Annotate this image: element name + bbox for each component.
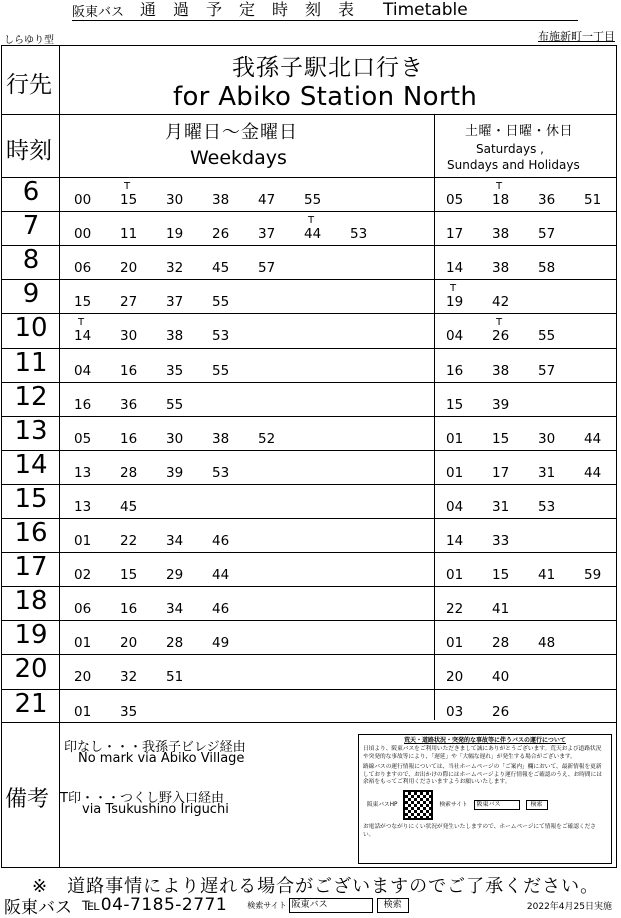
hour-cell: 12 (14, 381, 48, 412)
departure-minute: 35 (166, 362, 184, 379)
delay-notice: ※ 道路事情により遅れる場合がございますのでご了承ください。 (32, 876, 600, 897)
departure-minute: 22 (446, 601, 464, 618)
departure-minute: 30 (166, 192, 184, 208)
notice-paragraph: 路線バスの運行情報については、当社ホームページの「ご案内」欄において、最新情報を更新しておりますので、お出かけの際にはホームページより運行情報をご確認のうえ、お時間には余裕をもってご利用くださいますようお願いいたします。 (363, 764, 602, 786)
hour-cell: 19 (14, 620, 48, 651)
departure-minute: 37 (258, 226, 276, 243)
departure-minute: 32 (166, 260, 184, 277)
remarks-label: 備考 (5, 787, 50, 812)
divider (2, 722, 616, 723)
departure-minute: 20 (446, 669, 464, 686)
departure-minute: 19 (446, 294, 464, 311)
departure-minute: 48 (538, 635, 556, 652)
departure-minute: 57 (538, 362, 556, 379)
departure-minute: 51 (584, 192, 602, 208)
departure-minute: 57 (538, 226, 556, 243)
departure-minute: 49 (212, 635, 230, 652)
phone-number[interactable]: ℡04-7185-2771 (82, 895, 228, 915)
hour-cell: 11 (14, 347, 48, 378)
departure-minute: 15 (120, 567, 138, 584)
search-input[interactable]: 阪東バス (474, 800, 520, 810)
company-name: 阪東バス (72, 5, 125, 20)
divider (434, 114, 435, 720)
destination-label: 行先 (6, 72, 52, 98)
departure-minute: 19 (166, 226, 184, 243)
via-tsukushino-mark: T (78, 317, 85, 329)
via-tsukushino-mark: T (496, 317, 503, 329)
departure-minute: 41 (492, 601, 510, 618)
stop-name: 布施新町一丁目 (538, 30, 615, 43)
departure-minute: 52 (258, 430, 276, 447)
notice-paragraph: 日頃より、阪東バスをご利用いただきまして誠にありがとうございます。荒天および道路状況や突発的な事故等により、「遅延」や「大幅な遅れ」が発生する場合がございます。 (363, 746, 602, 760)
search-button[interactable]: 検索 (526, 800, 548, 810)
row-divider (2, 552, 616, 553)
departure-minute: 14 (446, 533, 464, 549)
weekday-header-jp: 月曜日～金曜日 (165, 122, 298, 143)
departure-minute: 15 (446, 396, 464, 413)
hour-cell: 8 (22, 245, 40, 276)
departure-minute: 30 (538, 430, 556, 447)
row-divider (2, 484, 616, 485)
page-title-en: Timetable (383, 0, 468, 20)
row-divider (2, 689, 616, 690)
row-divider (2, 450, 616, 451)
departure-minute: 06 (74, 601, 92, 618)
hour-cell: 16 (14, 518, 48, 548)
row-divider (2, 586, 616, 587)
hour-cell: 15 (14, 483, 48, 514)
departure-minute: 38 (166, 328, 184, 345)
departure-minute: 15 (74, 294, 92, 311)
weekday-header-en: Weekdays (190, 147, 287, 169)
departure-minute: 40 (492, 669, 510, 686)
departure-minute: 17 (492, 464, 510, 481)
hour-cell: 17 (14, 552, 48, 583)
weekend-header-en: Sundays and Holidays (447, 158, 580, 172)
search-input[interactable]: 阪東バス (289, 898, 373, 913)
departure-minute: 44 (212, 567, 230, 584)
departure-minute: 26 (212, 226, 230, 243)
departure-minute: 16 (74, 396, 92, 413)
departure-minute: 01 (446, 464, 464, 481)
departure-minute: 34 (166, 533, 184, 549)
departure-minute: 35 (120, 703, 138, 720)
departure-minute: 34 (166, 601, 184, 618)
departure-minute: 14 (446, 260, 464, 277)
departure-minute: 42 (492, 294, 510, 311)
departure-minute: 15 (120, 192, 138, 208)
notice-paragraph: お電話がつながりにくい状況が発生いたしますので、ホームページにて情報をご確認ください。 (363, 824, 596, 838)
row-divider (2, 279, 616, 280)
departure-minute: 13 (74, 464, 92, 481)
departure-minute: 01 (74, 635, 92, 652)
departure-minute: 22 (120, 533, 138, 549)
departure-minute: 55 (212, 362, 230, 379)
departure-minute: 03 (446, 703, 464, 720)
effective-date: 2022年4月25日実施 (526, 901, 612, 912)
departure-minute: 44 (304, 226, 322, 243)
departure-minute: 00 (74, 192, 92, 208)
departure-minute: 46 (212, 601, 230, 618)
departure-minute: 38 (212, 430, 230, 447)
departure-minute: 01 (74, 703, 92, 720)
departure-minute: 13 (74, 498, 92, 515)
row-divider (2, 620, 616, 621)
departure-minute: 16 (446, 362, 464, 379)
departure-minute: 55 (304, 192, 322, 208)
row-divider (2, 654, 616, 655)
divider (2, 177, 616, 178)
page-title: 通過予定時刻表 (140, 0, 372, 19)
hour-cell: 13 (14, 415, 48, 446)
search-button[interactable]: 検索 (377, 898, 409, 913)
departure-minute: 39 (492, 396, 510, 413)
departure-minute: 30 (166, 430, 184, 447)
weekend-header-en: Saturdays , (476, 142, 544, 156)
service-notice (358, 734, 612, 864)
departure-minute: 38 (492, 226, 510, 243)
departure-minute: 59 (584, 567, 602, 584)
departure-minute: 05 (446, 192, 464, 208)
departure-minute: 29 (166, 567, 184, 584)
row-divider (2, 416, 616, 417)
departure-minute: 26 (492, 328, 510, 345)
departure-minute: 05 (74, 430, 92, 447)
hour-cell: 7 (22, 211, 40, 242)
notice-links (367, 790, 607, 820)
departure-minute: 01 (446, 567, 464, 584)
departure-minute: 44 (584, 430, 602, 447)
destination-en: for Abiko Station North (173, 82, 478, 112)
departure-minute: 00 (74, 226, 92, 243)
departure-minute: 55 (166, 396, 184, 413)
departure-minute: 41 (538, 567, 556, 584)
departure-minute: 51 (166, 669, 184, 686)
row-divider (2, 245, 616, 246)
departure-minute: 02 (74, 567, 92, 584)
departure-minute: 17 (446, 226, 464, 243)
departure-minute: 28 (166, 635, 184, 652)
departure-minute: 53 (538, 498, 556, 515)
row-divider (2, 211, 616, 212)
departure-minute: 27 (120, 294, 138, 311)
hour-cell: 21 (14, 688, 48, 719)
row-divider (2, 313, 616, 314)
departure-minute: 32 (120, 669, 138, 686)
departure-minute: 53 (350, 226, 368, 243)
hour-cell: 18 (14, 586, 48, 617)
qr-code-icon[interactable] (403, 790, 433, 820)
via-tsukushino-mark: T (450, 283, 457, 295)
departure-minute: 38 (492, 362, 510, 379)
row-divider (2, 348, 616, 349)
search-site-label: 検索サイト (247, 900, 287, 910)
departure-minute: 18 (492, 192, 510, 208)
search-site-label: 検索サイト (439, 801, 468, 808)
hours-label: 時刻 (6, 138, 52, 164)
departure-minute: 31 (538, 464, 556, 481)
departure-minute: 31 (492, 498, 510, 515)
departure-minute: 20 (120, 260, 138, 277)
row-divider (2, 518, 616, 519)
departure-minute: 53 (212, 464, 230, 481)
timetable-header (72, 2, 578, 21)
departure-minute: 26 (492, 703, 510, 720)
departure-minute: 15 (492, 430, 510, 447)
departure-minute: 36 (120, 396, 138, 413)
footer-company: 阪東バス (4, 897, 72, 918)
route-type: しらゆり型 (4, 35, 54, 46)
note-none-en: No mark via Abiko Village (78, 751, 245, 766)
departure-minute: 58 (538, 260, 556, 277)
hour-cell: 10 (14, 313, 48, 344)
row-divider (2, 382, 616, 383)
departure-minute: 36 (538, 192, 556, 208)
departure-minute: 01 (446, 430, 464, 447)
departure-minute: 20 (120, 635, 138, 652)
departure-minute: 38 (212, 192, 230, 208)
departure-minute: 04 (446, 328, 464, 345)
via-tsukushino-mark: T (124, 181, 131, 192)
hour-cell: 9 (22, 279, 40, 310)
note-t-en: via Tsukushino Iriguchi (82, 802, 229, 817)
departure-minute: 01 (446, 635, 464, 652)
departure-minute: 38 (492, 260, 510, 277)
departure-minute: 28 (120, 464, 138, 481)
via-tsukushino-mark: T (496, 181, 503, 192)
departure-minute: 45 (212, 260, 230, 277)
note-t-jp: T印・・・つくし野入口経由 (60, 791, 224, 806)
departure-minute: 14 (74, 328, 92, 345)
departure-minute: 16 (120, 430, 138, 447)
weekend-header-jp: 土曜・日曜・休日 (465, 124, 574, 139)
via-tsukushino-mark: T (308, 215, 315, 227)
departure-minute: 55 (212, 294, 230, 311)
departure-minute: 04 (74, 362, 92, 379)
departure-minute: 37 (166, 294, 184, 311)
departure-minute: 16 (120, 601, 138, 618)
departure-minute: 57 (258, 260, 276, 277)
footer (4, 895, 616, 918)
departure-minute: 45 (120, 498, 138, 515)
note-none-jp: 印なし・・・我孫子ビレジ経由 (64, 740, 246, 755)
departure-minute: 28 (492, 635, 510, 652)
hour-cell: 20 (14, 654, 48, 685)
notice-title: 荒天・道路状況・突発的な事故等に伴うバスの運行について (404, 737, 566, 744)
departure-minute: 53 (212, 328, 230, 345)
departure-minute: 20 (74, 669, 92, 686)
departure-minute: 15 (492, 567, 510, 584)
departure-minute: 55 (538, 328, 556, 345)
departure-minute: 33 (492, 533, 510, 549)
departure-minute: 44 (584, 464, 602, 481)
departure-minute: 47 (258, 192, 276, 208)
hour-cell: 14 (14, 449, 48, 480)
departure-minute: 30 (120, 328, 138, 345)
departure-minute: 11 (120, 226, 138, 243)
departure-minute: 01 (74, 533, 92, 549)
departure-minute: 04 (446, 498, 464, 515)
departure-minute: 06 (74, 260, 92, 277)
departure-minute: 46 (212, 533, 230, 549)
divider (2, 114, 616, 115)
destination-jp: 我孫子駅北口行き (232, 55, 424, 81)
hour-cell: 6 (22, 177, 40, 207)
departure-minute: 39 (166, 464, 184, 481)
hp-label: 阪東バスHP (367, 801, 398, 808)
departure-minute: 16 (120, 362, 138, 379)
